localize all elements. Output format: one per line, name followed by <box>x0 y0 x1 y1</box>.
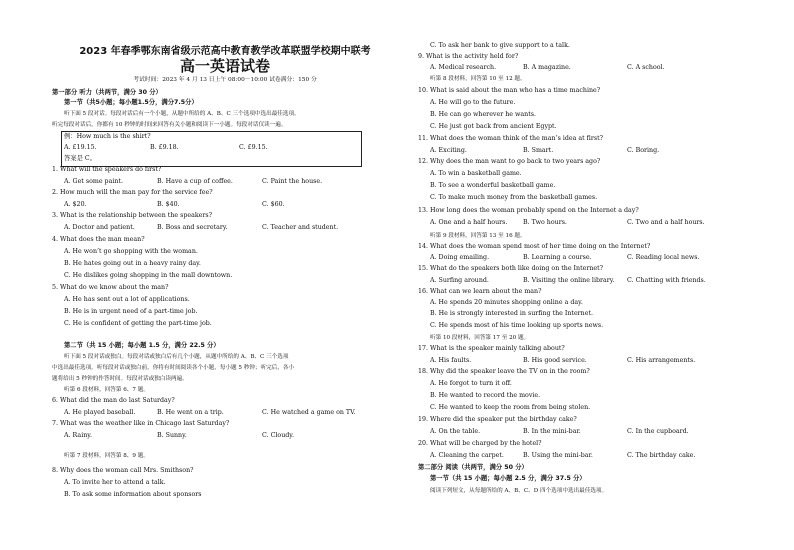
answer-option: A. Doctor and patient. <box>64 224 135 231</box>
question-stem: 20. What will be charged by the hotel? <box>418 440 542 447</box>
question-stem: 5. What do we know about the man? <box>52 284 169 291</box>
example-answer: 答案是 C。 <box>64 155 97 162</box>
answer-option: C. Two and a half hours. <box>627 219 705 226</box>
part1-section2-instr-2: 中选出最佳选项。听每段对话或独白前，你将有时间阅读各个小题，每小题 5 秒钟；听完后，各小 <box>52 365 295 371</box>
answer-option: C. Reading local news. <box>627 254 700 261</box>
answer-option: A. Get some paint. <box>64 178 123 185</box>
part2-heading: 第二部分 阅读（共两节，满分 50 分） <box>418 464 528 471</box>
answer-option: B. His good service. <box>523 357 587 364</box>
answer-option: B. A magazine. <box>523 64 571 71</box>
question-stem: 15. What do the speakers both like doing on the Internet? <box>418 265 604 272</box>
answer-option: B. To ask some information about sponsors <box>64 491 202 498</box>
answer-option: A. Surfing around. <box>430 277 489 284</box>
question-stem: 7. What was the weather like in Chicago last Saturday? <box>52 420 230 427</box>
part1-section2-instr-1: 听下面 5 段对话或独白。每段对话或独白后有几个小题，从题中所给的 A、B、C 三个选项 <box>64 354 289 360</box>
answer-option: B. In the mini-bar. <box>523 428 581 435</box>
answer-option: A. Doing emailing. <box>430 254 490 261</box>
answer-option: B. He went on a trip. <box>157 409 224 416</box>
answer-option: A. He will go to the future. <box>430 99 516 106</box>
answer-option: C. He dislikes going shopping in the mall downtown. <box>64 272 233 279</box>
question-stem: 8. Why does the woman call Mrs. Smithson? <box>52 467 194 474</box>
answer-option: C. Boring. <box>627 147 660 154</box>
answer-option: A. To invite her to attend a talk. <box>64 479 166 486</box>
answer-option: A. One and a half hours. <box>430 219 508 226</box>
example-question: 例：How much is the shirt? <box>64 133 151 140</box>
example-option-c: C. £9.15. <box>239 144 268 151</box>
question-stem: 14. What does the woman spend most of her time doing on the Internet? <box>418 243 651 250</box>
answer-option: A. Rainy. <box>64 432 92 439</box>
subject-title: 高一英语试卷 <box>179 57 270 75</box>
answer-option: C. Teacher and student. <box>262 224 339 231</box>
answer-option: A. Cleaning the carpet. <box>430 452 504 459</box>
answer-option: C. $60. <box>262 201 285 208</box>
answer-option: C. The birthday cake. <box>627 452 696 459</box>
answer-option: A. To win a basketball game. <box>430 170 522 177</box>
answer-option: A. He spends 20 minutes shopping online a day. <box>430 299 583 306</box>
answer-option: B. Have a cup of coffee. <box>157 178 233 185</box>
answer-option: B. Learning a course. <box>523 254 592 261</box>
part2-instr: 阅读下列短文，从每题所给的 A、B、C、D 四个选项中选出最佳选项。 <box>430 488 608 494</box>
part2-section1-heading: 第一节（共 15 小题；每小题 2.5 分，满分 37.5 分） <box>430 475 586 482</box>
answer-option: B. Using the mini-bar. <box>523 452 593 459</box>
answer-option: B. $40. <box>157 201 180 208</box>
answer-option: C. Chatting with friends. <box>627 277 706 284</box>
part1-section2-instr-3: 题将给出 5 秒钟的作答时间。每段对话或独白读两遍。 <box>52 376 188 382</box>
part1-heading: 第一部分 听力（共两节，满分 30 分） <box>52 89 162 96</box>
exam-info: 考试时间：2023 年 4 月 13 日上午 08:00－10:00 试卷满分：150 分 <box>133 77 317 83</box>
question-stem: 4. What does the man mean? <box>52 236 145 243</box>
q8-option-c: C. To ask her bank to give support to a talk. <box>430 42 570 49</box>
answer-option: A. His faults. <box>430 357 472 364</box>
example-option-a: A. £19.15. <box>64 144 97 151</box>
answer-option: C. Cloudy. <box>262 432 295 439</box>
answer-option: B. Boss and secretary. <box>157 224 228 231</box>
note-q10-12: 听第 8 段材料，回答第 10 至 12 题。 <box>430 76 526 82</box>
answer-option: B. He hates going out in a heavy rainy day. <box>64 260 201 267</box>
answer-option: B. Two hours. <box>523 219 567 226</box>
answer-option: A. On the table. <box>430 428 481 435</box>
answer-option: A. $20. <box>64 201 87 208</box>
question-stem: 3. What is the relationship between the speakers? <box>52 212 213 219</box>
question-stem: 10. What is said about the man who has a time machine? <box>418 87 601 94</box>
answer-option: C. He wanted to keep the room from being stolen. <box>430 404 591 411</box>
answer-option: A. He played baseball. <box>64 409 136 416</box>
answer-option: B. He is strongly interested in surfing the Internet. <box>430 310 593 317</box>
answer-option: C. He is confident of getting the part-time job. <box>64 320 212 327</box>
answer-option: B. Smart. <box>523 147 554 154</box>
exam-title: 2023 年春季鄂东南省级示范高中教育教学改革联盟学校期中联考 <box>79 46 371 57</box>
answer-option: A. He won’t go shopping with the woman. <box>64 248 198 255</box>
answer-option: B. To see a wonderful basketball game. <box>430 182 556 189</box>
answer-option: A. He forgot to turn it off. <box>430 380 512 387</box>
question-stem: 6. What did the man do last Saturday? <box>52 397 175 404</box>
answer-option: A. Exciting. <box>430 147 467 154</box>
part1-section2-heading: 第二节（共 15 小题；每小题 1.5 分，满分 22.5 分） <box>64 342 220 349</box>
answer-option: C. He watched a game on TV. <box>262 409 356 416</box>
question-stem: 18. Why did the speaker leave the TV on in the room? <box>418 368 590 375</box>
note-q17-20: 听第 10 段材料，回答第 17 至 20 题。 <box>430 335 530 341</box>
answer-option: A. Medical research. <box>430 64 497 71</box>
part1-section1-heading: 第一节（共5小题；每小题1.5分，满分7.5分） <box>64 99 198 106</box>
answer-option: B. Sunny. <box>157 432 187 439</box>
note-q8-9: 听第 7 段材料，回答第 8、9 题。 <box>64 453 149 459</box>
answer-option: C. His arrangements. <box>627 357 696 364</box>
question-stem: 17. What is the speaker mainly talking about? <box>418 345 565 352</box>
answer-option: C. In the cupboard. <box>627 428 689 435</box>
answer-option: B. He can go wherever he wants. <box>430 111 536 118</box>
part1-section1-instr-2: 听完每段对话后，你都有 10 秒钟的时间来回答有关小题和阅读下一小题。每段对话仅读一遍。 <box>52 122 287 128</box>
answer-option: B. He wanted to record the movie. <box>430 392 541 399</box>
question-stem: 12. Why does the man want to go back to two years ago? <box>418 158 601 165</box>
answer-option: A. He has sent out a lot of applications. <box>64 296 190 303</box>
example-option-b: B. £9.18. <box>150 144 179 151</box>
part1-section1-instr-1: 听下面 5 段对话。每段对话后有一个小题，从题中所给的 A、B、C 三个选项中选出最佳选项。 <box>64 111 300 117</box>
question-stem: 19. Where did the speaker put the birthday cake? <box>418 416 577 423</box>
answer-option: B. Visiting the online library. <box>523 277 615 284</box>
note-q6-7: 听第 6 段材料，回答第 6、7 题。 <box>64 387 149 393</box>
question-stem: 1. What will the speakers do first? <box>52 166 162 173</box>
question-stem: 16. What can we learn about the man? <box>418 288 542 295</box>
question-stem: 13. How long does the woman probably spend on the Internet a day? <box>418 207 639 214</box>
answer-option: C. To make much money from the basketball games. <box>430 194 598 201</box>
question-stem: 9. What is the activity held for? <box>418 53 519 60</box>
answer-option: B. He is in urgent need of a part-time job. <box>64 308 198 315</box>
question-stem: 11. What does the woman think of the man’s idea at first? <box>418 135 603 142</box>
answer-option: C. Paint the house. <box>262 178 323 185</box>
answer-option: C. He spends most of his time looking up sports news. <box>430 322 604 329</box>
answer-option: C. He just got back from ancient Egypt. <box>430 123 557 130</box>
answer-option: C. A school. <box>627 64 665 71</box>
question-stem: 2. How much will the man pay for the service fee? <box>52 189 213 196</box>
note-q13-16: 听第 9 段材料，回答第 13 至 16 题。 <box>430 233 526 239</box>
